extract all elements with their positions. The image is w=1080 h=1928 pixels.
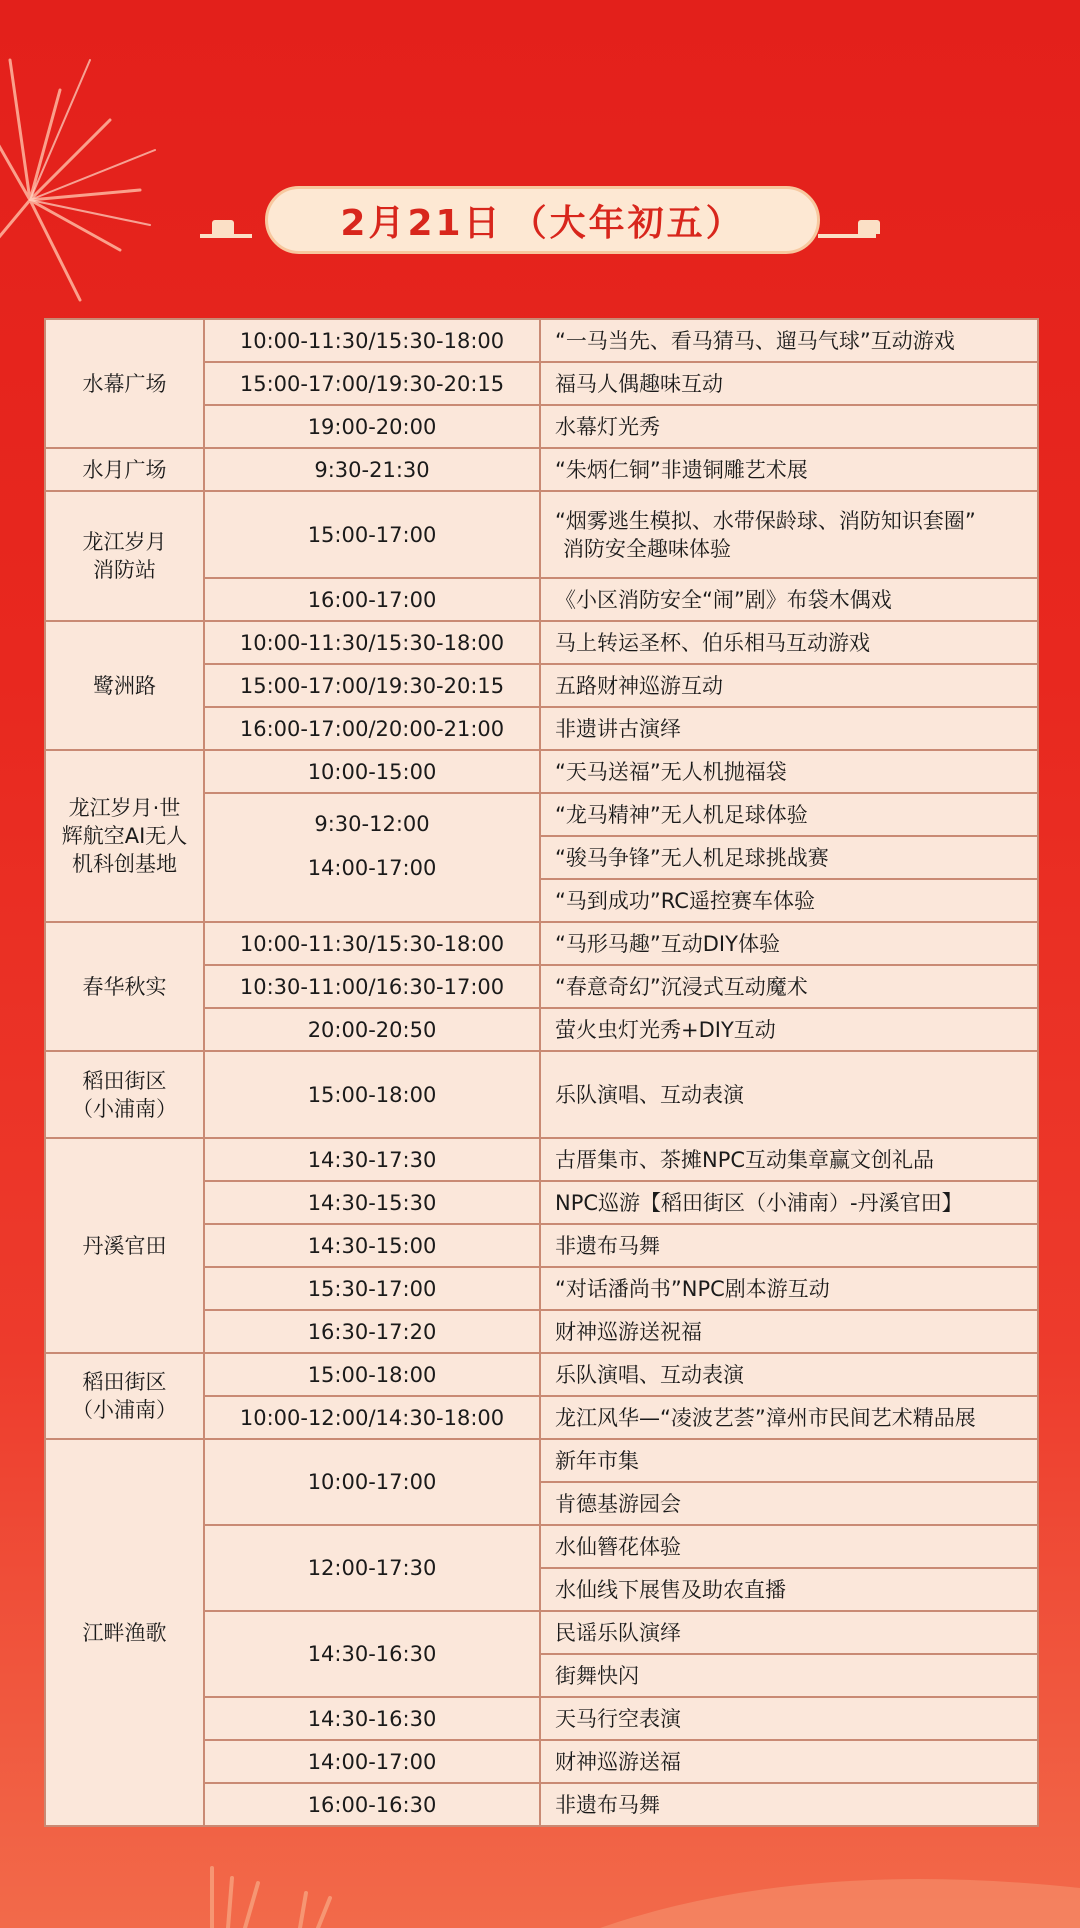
activity-cell: “一马当先、看马猜马、遛马气球”互动游戏 — [540, 319, 1038, 362]
time-cell: 14:30-17:30 — [204, 1138, 540, 1181]
venue-line: （小浦南） — [72, 1096, 177, 1121]
time-cell: 10:30-11:00/16:30-17:00 — [204, 965, 540, 1008]
time-cell: 15:00-17:00/19:30-20:15 — [204, 362, 540, 405]
banner-date: 2月21日 — [340, 202, 503, 244]
time-cell: 15:30-17:00 — [204, 1267, 540, 1310]
venue-cell: 鹭洲路 — [45, 621, 204, 750]
table-row — [45, 1051, 1038, 1138]
table-row — [45, 750, 1038, 793]
activity-cell: “骏马争锋”无人机足球挑战赛 — [540, 836, 1038, 879]
time-cell: 10:00-11:30/15:30-18:00 — [204, 922, 540, 965]
activity-cell: “马形马趣”互动DIY体验 — [540, 922, 1038, 965]
table-row — [45, 1439, 1038, 1482]
date-banner — [265, 186, 820, 254]
venue-cell — [45, 750, 204, 922]
time-cell: 16:00-16:30 — [204, 1783, 540, 1826]
schedule-table-wrapper — [44, 318, 1037, 1827]
venue-line: 稻田街区 — [82, 1068, 167, 1093]
time-cell: 14:30-15:00 — [204, 1224, 540, 1267]
venue-cell — [45, 491, 204, 621]
activity-cell: 五路财神巡游互动 — [540, 664, 1038, 707]
venue-cell: 水月广场 — [45, 448, 204, 491]
banner-left-tab — [212, 220, 234, 234]
activity-cell: 水仙簪花体验 — [540, 1525, 1038, 1568]
venue-cell — [45, 1051, 204, 1138]
firework-decoration — [0, 20, 200, 320]
time-cell: 16:30-17:20 — [204, 1310, 540, 1353]
venue-cell: 水幕广场 — [45, 319, 204, 448]
time-cell — [204, 793, 540, 922]
activity-cell: 乐队演唱、互动表演 — [540, 1353, 1038, 1396]
activity-cell: 龙江风华—“凌波艺荟”漳州市民间艺术精品展 — [540, 1396, 1038, 1439]
time-cell: 19:00-20:00 — [204, 405, 540, 448]
time-cell: 9:30-21:30 — [204, 448, 540, 491]
table-row — [45, 448, 1038, 491]
activity-cell: 《小区消防安全“闹”剧》布袋木偶戏 — [540, 578, 1038, 621]
table-row — [45, 319, 1038, 362]
time-line: 14:00-17:00 — [307, 855, 437, 880]
venue-line: 消防站 — [93, 558, 156, 582]
venue-line: 龙江岁月 — [82, 530, 167, 554]
time-cell: 16:00-17:00 — [204, 578, 540, 621]
activity-cell: 新年市集 — [540, 1439, 1038, 1482]
activity-cell: 财神巡游送祝福 — [540, 1310, 1038, 1353]
schedule-table — [44, 318, 1039, 1827]
activity-cell — [540, 491, 1038, 578]
table-row — [45, 1138, 1038, 1181]
activity-cell: 乐队演唱、互动表演 — [540, 1051, 1038, 1138]
time-cell: 14:00-17:00 — [204, 1740, 540, 1783]
activity-cell: 马上转运圣杯、伯乐相马互动游戏 — [540, 621, 1038, 664]
table-row — [45, 621, 1038, 664]
table-row — [45, 1353, 1038, 1396]
activity-cell: 萤火虫灯光秀+DIY互动 — [540, 1008, 1038, 1051]
banner-right-line — [818, 234, 876, 238]
time-cell: 16:00-17:00/20:00-21:00 — [204, 707, 540, 750]
time-cell: 12:00-17:30 — [204, 1525, 540, 1611]
activity-cell: 非遗布马舞 — [540, 1224, 1038, 1267]
activity-cell: 古厝集市、茶摊NPC互动集章赢文创礼品 — [540, 1138, 1038, 1181]
venue-line: 辉航空AI无人 — [61, 824, 188, 848]
time-cell: 10:00-15:00 — [204, 750, 540, 793]
time-cell: 10:00-17:00 — [204, 1439, 540, 1525]
time-cell: 15:00-18:00 — [204, 1051, 540, 1138]
time-cell: 14:30-16:30 — [204, 1611, 540, 1697]
activity-cell: 街舞快闪 — [540, 1654, 1038, 1697]
time-cell: 14:30-15:30 — [204, 1181, 540, 1224]
venue-cell — [45, 1353, 204, 1439]
activity-cell: “龙马精神”无人机足球体验 — [540, 793, 1038, 836]
time-cell: 20:00-20:50 — [204, 1008, 540, 1051]
table-row — [45, 491, 1038, 578]
activity-line: 消防安全趣味体验 — [563, 536, 731, 561]
activity-cell: “马到成功”RC遥控赛车体验 — [540, 879, 1038, 922]
time-cell: 15:00-18:00 — [204, 1353, 540, 1396]
venue-line: 机科创基地 — [72, 852, 177, 876]
banner-lunar: （大年初五） — [510, 202, 745, 244]
venue-line: 稻田街区 — [82, 1370, 167, 1394]
time-cell: 15:00-17:00/19:30-20:15 — [204, 664, 540, 707]
activity-cell: NPC巡游【稻田街区（小浦南）-丹溪官田】 — [540, 1181, 1038, 1224]
activity-cell: 非遗讲古演绎 — [540, 707, 1038, 750]
time-cell: 10:00-11:30/15:30-18:00 — [204, 621, 540, 664]
time-line: 9:30-12:00 — [314, 811, 430, 836]
activity-cell: 水仙线下展售及助农直播 — [540, 1568, 1038, 1611]
activity-cell: 福马人偶趣味互动 — [540, 362, 1038, 405]
venue-cell: 春华秋实 — [45, 922, 204, 1051]
activity-cell: 民谣乐队演绎 — [540, 1611, 1038, 1654]
time-cell: 15:00-17:00 — [204, 491, 540, 578]
venue-cell: 江畔渔歌 — [45, 1439, 204, 1826]
time-cell: 10:00-11:30/15:30-18:00 — [204, 319, 540, 362]
activity-cell: 水幕灯光秀 — [540, 405, 1038, 448]
activity-cell: 非遗布马舞 — [540, 1783, 1038, 1826]
activity-cell: “对话潘尚书”NPC剧本游互动 — [540, 1267, 1038, 1310]
activity-cell: “朱炳仁铜”非遗铜雕艺术展 — [540, 448, 1038, 491]
activity-cell: 天马行空表演 — [540, 1697, 1038, 1740]
banner-left-line — [200, 234, 252, 238]
activity-cell: 财神巡游送福 — [540, 1740, 1038, 1783]
venue-line: 龙江岁月·世 — [68, 796, 181, 820]
activity-cell: “春意奇幻”沉浸式互动魔术 — [540, 965, 1038, 1008]
time-cell: 10:00-12:00/14:30-18:00 — [204, 1396, 540, 1439]
table-row — [45, 922, 1038, 965]
time-cell: 14:30-16:30 — [204, 1697, 540, 1740]
venue-line: （小浦南） — [72, 1398, 177, 1422]
activity-line: “烟雾逃生模拟、水带保龄球、消防知识套圈” — [555, 508, 976, 533]
activity-cell: 肯德基游园会 — [540, 1482, 1038, 1525]
banner-right-tab — [858, 220, 880, 234]
activity-cell: “天马送福”无人机抛福袋 — [540, 750, 1038, 793]
venue-cell: 丹溪官田 — [45, 1138, 204, 1353]
